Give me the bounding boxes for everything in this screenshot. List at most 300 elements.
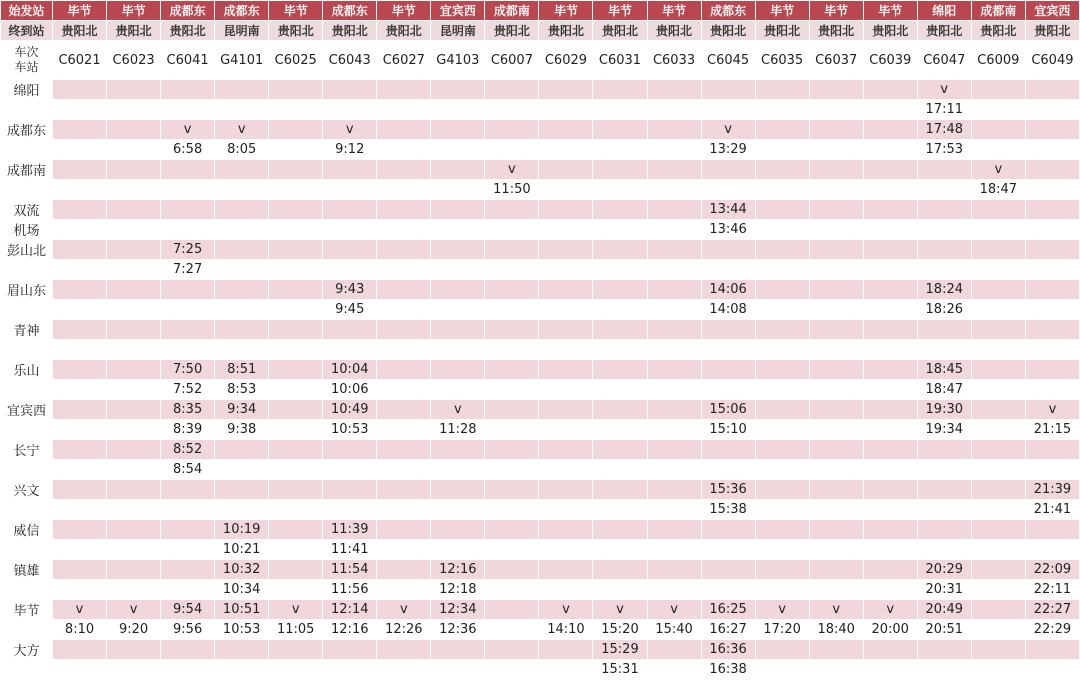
time-cell xyxy=(647,480,701,500)
timetable-row xyxy=(1,80,1080,100)
time-cell xyxy=(917,480,971,500)
time-cell xyxy=(53,100,107,120)
time-cell xyxy=(161,480,215,500)
destination-station-cell: 贵阳北 xyxy=(971,21,1025,41)
time-cell xyxy=(107,440,161,460)
time-cell: 12:18 xyxy=(431,580,485,600)
time-cell xyxy=(431,180,485,200)
time-cell xyxy=(863,320,917,340)
time-cell xyxy=(593,480,647,500)
time-cell: 11:39 xyxy=(323,520,377,540)
time-cell xyxy=(647,280,701,300)
time-cell xyxy=(377,80,431,100)
time-cell xyxy=(1025,80,1079,100)
time-cell xyxy=(809,360,863,380)
time-cell xyxy=(809,520,863,540)
time-cell xyxy=(485,340,539,360)
time-cell xyxy=(269,120,323,140)
time-cell xyxy=(215,80,269,100)
pass-through-marker: v xyxy=(323,120,377,140)
time-cell xyxy=(1025,120,1079,140)
time-cell: 22:11 xyxy=(1025,580,1079,600)
station-name-cell: 毕节 xyxy=(1,600,53,620)
time-cell xyxy=(485,280,539,300)
train-number-cell: C6049 xyxy=(1025,41,1079,80)
time-cell xyxy=(701,100,755,120)
time-cell xyxy=(161,320,215,340)
time-cell xyxy=(269,560,323,580)
time-cell xyxy=(809,540,863,560)
time-cell xyxy=(971,620,1025,640)
time-cell xyxy=(107,560,161,580)
time-cell xyxy=(971,640,1025,660)
time-cell xyxy=(701,380,755,400)
time-cell xyxy=(755,380,809,400)
time-cell xyxy=(53,220,107,240)
time-cell: 9:43 xyxy=(323,280,377,300)
time-cell xyxy=(647,300,701,320)
time-cell xyxy=(917,320,971,340)
time-cell xyxy=(377,320,431,340)
time-cell: 22:09 xyxy=(1025,560,1079,580)
time-cell xyxy=(431,660,485,680)
time-cell xyxy=(539,460,593,480)
time-cell xyxy=(323,220,377,240)
timetable-row xyxy=(1,380,1080,400)
time-cell: 15:20 xyxy=(593,620,647,640)
train-number-cell: C6045 xyxy=(701,41,755,80)
time-cell: 20:00 xyxy=(863,620,917,640)
origin-station-cell: 毕节 xyxy=(539,1,593,21)
time-cell xyxy=(701,340,755,360)
station-name-cell xyxy=(1,260,53,280)
time-cell xyxy=(863,500,917,520)
time-cell: 12:34 xyxy=(431,600,485,620)
time-cell xyxy=(809,380,863,400)
time-cell xyxy=(485,240,539,260)
time-cell xyxy=(215,320,269,340)
time-cell: 6:58 xyxy=(161,140,215,160)
origin-station-cell: 毕节 xyxy=(755,1,809,21)
time-cell xyxy=(809,340,863,360)
time-cell xyxy=(485,420,539,440)
time-cell xyxy=(107,180,161,200)
pass-through-marker: v xyxy=(431,400,485,420)
pass-through-marker: v xyxy=(1025,400,1079,420)
time-cell xyxy=(971,420,1025,440)
time-cell xyxy=(53,580,107,600)
station-name-cell: 大方 xyxy=(1,640,53,660)
pass-through-marker: v xyxy=(647,600,701,620)
destination-station-cell: 贵阳北 xyxy=(53,21,107,41)
time-cell: 20:49 xyxy=(917,600,971,620)
timetable-row xyxy=(1,260,1080,280)
time-cell: 9:34 xyxy=(215,400,269,420)
time-cell: 15:31 xyxy=(593,660,647,680)
time-cell xyxy=(161,280,215,300)
time-cell xyxy=(755,260,809,280)
time-cell: 9:56 xyxy=(161,620,215,640)
time-cell xyxy=(971,520,1025,540)
time-cell xyxy=(647,200,701,220)
pass-through-marker: v xyxy=(161,120,215,140)
time-cell xyxy=(269,500,323,520)
time-cell xyxy=(647,140,701,160)
time-cell xyxy=(161,580,215,600)
time-cell xyxy=(431,80,485,100)
timetable-row xyxy=(1,440,1080,460)
time-cell xyxy=(431,320,485,340)
time-cell xyxy=(647,80,701,100)
time-cell: 21:41 xyxy=(1025,500,1079,520)
time-cell xyxy=(215,660,269,680)
time-cell xyxy=(377,100,431,120)
time-cell xyxy=(863,440,917,460)
time-cell xyxy=(863,160,917,180)
time-cell xyxy=(377,540,431,560)
timetable-row xyxy=(1,280,1080,300)
time-cell: 10:34 xyxy=(215,580,269,600)
time-cell xyxy=(431,280,485,300)
time-cell xyxy=(1025,260,1079,280)
station-name-cell xyxy=(1,180,53,200)
time-cell xyxy=(269,320,323,340)
time-cell xyxy=(809,400,863,420)
time-cell xyxy=(1025,100,1079,120)
time-cell: 19:30 xyxy=(917,400,971,420)
time-cell xyxy=(971,140,1025,160)
time-cell xyxy=(593,160,647,180)
time-cell xyxy=(161,180,215,200)
time-cell xyxy=(161,160,215,180)
station-name-cell xyxy=(1,100,53,120)
time-cell xyxy=(215,100,269,120)
time-cell xyxy=(971,260,1025,280)
train-number-cell: C6035 xyxy=(755,41,809,80)
time-cell: 7:27 xyxy=(161,260,215,280)
time-cell: 12:16 xyxy=(431,560,485,580)
time-cell xyxy=(53,260,107,280)
time-cell xyxy=(53,560,107,580)
time-cell xyxy=(755,300,809,320)
time-cell xyxy=(917,540,971,560)
destination-station-cell: 贵阳北 xyxy=(647,21,701,41)
time-cell xyxy=(107,220,161,240)
time-cell: 10:06 xyxy=(323,380,377,400)
time-cell xyxy=(269,380,323,400)
train-number-cell: C6023 xyxy=(107,41,161,80)
time-cell xyxy=(755,280,809,300)
station-name-cell: 成都南 xyxy=(1,160,53,180)
time-cell xyxy=(809,580,863,600)
destination-station-cell: 昆明南 xyxy=(431,21,485,41)
time-cell xyxy=(863,520,917,540)
time-cell: 8:54 xyxy=(161,460,215,480)
time-cell xyxy=(269,360,323,380)
time-cell: 11:50 xyxy=(485,180,539,200)
time-cell: 15:40 xyxy=(647,620,701,640)
time-cell xyxy=(161,200,215,220)
time-cell xyxy=(863,560,917,580)
station-name-cell: 长宁 xyxy=(1,440,53,460)
time-cell xyxy=(377,240,431,260)
timetable-row xyxy=(1,360,1080,380)
timetable-row xyxy=(1,520,1080,540)
time-cell xyxy=(53,140,107,160)
time-cell xyxy=(161,100,215,120)
train-number-cell: C6043 xyxy=(323,41,377,80)
time-cell xyxy=(377,280,431,300)
time-cell xyxy=(755,440,809,460)
time-cell xyxy=(755,400,809,420)
time-cell xyxy=(485,120,539,140)
time-cell xyxy=(323,200,377,220)
time-cell xyxy=(755,420,809,440)
time-cell xyxy=(863,420,917,440)
time-cell xyxy=(431,460,485,480)
destination-row xyxy=(1,21,1080,41)
time-cell xyxy=(539,520,593,540)
time-cell xyxy=(53,540,107,560)
time-cell xyxy=(863,480,917,500)
station-name-cell xyxy=(1,460,53,480)
time-cell xyxy=(539,540,593,560)
station-name-cell xyxy=(1,620,53,640)
time-cell xyxy=(485,140,539,160)
station-name-cell xyxy=(1,380,53,400)
time-cell xyxy=(809,140,863,160)
station-name-cell: 兴文 xyxy=(1,480,53,500)
time-cell xyxy=(647,320,701,340)
time-cell xyxy=(863,400,917,420)
time-cell xyxy=(1025,180,1079,200)
timetable-row xyxy=(1,660,1080,680)
time-cell xyxy=(647,580,701,600)
time-cell xyxy=(971,340,1025,360)
time-cell xyxy=(917,660,971,680)
station-name-cell: 威信 xyxy=(1,520,53,540)
time-cell xyxy=(971,200,1025,220)
time-cell xyxy=(1025,160,1079,180)
time-cell xyxy=(539,100,593,120)
time-cell xyxy=(593,520,647,540)
time-cell xyxy=(755,180,809,200)
station-name-cell: 眉山东 xyxy=(1,280,53,300)
time-cell xyxy=(323,240,377,260)
time-cell xyxy=(53,360,107,380)
time-cell xyxy=(917,200,971,220)
time-cell xyxy=(377,340,431,360)
time-cell xyxy=(755,460,809,480)
time-cell: 15:38 xyxy=(701,500,755,520)
time-cell xyxy=(269,640,323,660)
time-cell xyxy=(431,220,485,240)
time-cell xyxy=(647,360,701,380)
time-cell xyxy=(269,180,323,200)
time-cell xyxy=(377,520,431,540)
time-cell xyxy=(917,340,971,360)
time-cell xyxy=(539,180,593,200)
time-cell xyxy=(215,200,269,220)
time-cell xyxy=(863,220,917,240)
time-cell xyxy=(377,580,431,600)
time-cell: 10:49 xyxy=(323,400,377,420)
time-cell xyxy=(431,100,485,120)
time-cell xyxy=(809,440,863,460)
time-cell xyxy=(971,480,1025,500)
destination-station-cell: 贵阳北 xyxy=(269,21,323,41)
time-cell xyxy=(539,120,593,140)
time-cell xyxy=(593,260,647,280)
time-cell: 18:40 xyxy=(809,620,863,640)
time-cell xyxy=(107,120,161,140)
time-cell xyxy=(539,80,593,100)
time-cell xyxy=(215,640,269,660)
time-cell xyxy=(593,440,647,460)
time-cell xyxy=(809,480,863,500)
time-cell: 22:27 xyxy=(1025,600,1079,620)
time-cell xyxy=(323,260,377,280)
station-name-cell xyxy=(1,140,53,160)
time-cell xyxy=(755,160,809,180)
station-name-cell: 镇雄 xyxy=(1,560,53,580)
time-cell xyxy=(377,120,431,140)
time-cell xyxy=(971,80,1025,100)
time-cell xyxy=(863,240,917,260)
destination-station-cell: 贵阳北 xyxy=(593,21,647,41)
time-cell xyxy=(107,360,161,380)
time-cell: 14:06 xyxy=(701,280,755,300)
time-cell xyxy=(107,160,161,180)
time-cell xyxy=(431,540,485,560)
time-cell xyxy=(593,280,647,300)
time-cell xyxy=(377,200,431,220)
time-cell xyxy=(215,180,269,200)
pass-through-marker: v xyxy=(53,600,107,620)
time-cell xyxy=(53,400,107,420)
destination-station-cell: 贵阳北 xyxy=(485,21,539,41)
time-cell xyxy=(863,460,917,480)
time-cell xyxy=(107,660,161,680)
time-cell xyxy=(593,380,647,400)
time-cell xyxy=(755,200,809,220)
time-cell xyxy=(971,560,1025,580)
time-cell xyxy=(593,220,647,240)
time-cell: 11:41 xyxy=(323,540,377,560)
time-cell xyxy=(485,80,539,100)
time-cell xyxy=(755,140,809,160)
time-cell xyxy=(593,580,647,600)
time-cell xyxy=(161,340,215,360)
time-cell xyxy=(1025,280,1079,300)
time-cell xyxy=(539,260,593,280)
time-cell xyxy=(539,400,593,420)
train-number-cell: C6029 xyxy=(539,41,593,80)
time-cell xyxy=(485,360,539,380)
time-cell: 10:19 xyxy=(215,520,269,540)
time-cell xyxy=(53,340,107,360)
time-cell: 17:11 xyxy=(917,100,971,120)
time-cell: 11:56 xyxy=(323,580,377,600)
time-cell xyxy=(701,260,755,280)
station-name-cell xyxy=(1,580,53,600)
time-cell xyxy=(647,340,701,360)
time-cell xyxy=(971,600,1025,620)
time-cell xyxy=(53,660,107,680)
time-cell xyxy=(647,420,701,440)
time-cell xyxy=(593,560,647,580)
time-cell xyxy=(971,400,1025,420)
time-cell xyxy=(1025,460,1079,480)
time-cell: 20:31 xyxy=(917,580,971,600)
pass-through-marker: v xyxy=(971,160,1025,180)
time-cell xyxy=(755,120,809,140)
time-cell xyxy=(971,500,1025,520)
time-cell xyxy=(647,240,701,260)
time-cell xyxy=(53,300,107,320)
time-cell: 14:10 xyxy=(539,620,593,640)
time-cell xyxy=(701,360,755,380)
time-cell: 9:38 xyxy=(215,420,269,440)
station-name-cell xyxy=(1,420,53,440)
time-cell xyxy=(809,660,863,680)
time-cell xyxy=(701,240,755,260)
time-cell xyxy=(863,280,917,300)
time-cell: 8:39 xyxy=(161,420,215,440)
time-cell xyxy=(701,180,755,200)
time-cell xyxy=(485,380,539,400)
time-cell xyxy=(647,400,701,420)
pass-through-marker: v xyxy=(539,600,593,620)
origin-station-cell: 成都南 xyxy=(971,1,1025,21)
time-cell xyxy=(485,640,539,660)
time-cell xyxy=(755,100,809,120)
time-cell xyxy=(809,500,863,520)
destination-station-cell: 贵阳北 xyxy=(377,21,431,41)
destination-station-cell: 贵阳北 xyxy=(917,21,971,41)
time-cell xyxy=(485,500,539,520)
destination-station-cell: 贵阳北 xyxy=(809,21,863,41)
train-number-cell: C6039 xyxy=(863,41,917,80)
time-cell xyxy=(971,300,1025,320)
origin-station-cell: 成都东 xyxy=(701,1,755,21)
station-name-cell: 机场 xyxy=(1,220,53,240)
pass-through-marker: v xyxy=(377,600,431,620)
time-cell xyxy=(917,520,971,540)
time-cell xyxy=(269,300,323,320)
time-cell xyxy=(269,340,323,360)
time-cell xyxy=(161,520,215,540)
time-cell xyxy=(647,100,701,120)
pass-through-marker: v xyxy=(107,600,161,620)
time-cell: 18:24 xyxy=(917,280,971,300)
timetable-row xyxy=(1,600,1080,620)
time-cell xyxy=(647,560,701,580)
time-cell xyxy=(377,260,431,280)
station-name-cell: 成都东 xyxy=(1,120,53,140)
origin-station-cell: 成都东 xyxy=(215,1,269,21)
time-cell xyxy=(323,320,377,340)
time-cell xyxy=(755,80,809,100)
time-cell xyxy=(809,220,863,240)
time-cell xyxy=(269,540,323,560)
time-cell xyxy=(485,520,539,540)
train-number-cell: G4103 xyxy=(431,41,485,80)
time-cell xyxy=(971,580,1025,600)
train-number-cell: C6033 xyxy=(647,41,701,80)
time-cell xyxy=(269,160,323,180)
time-cell xyxy=(269,240,323,260)
